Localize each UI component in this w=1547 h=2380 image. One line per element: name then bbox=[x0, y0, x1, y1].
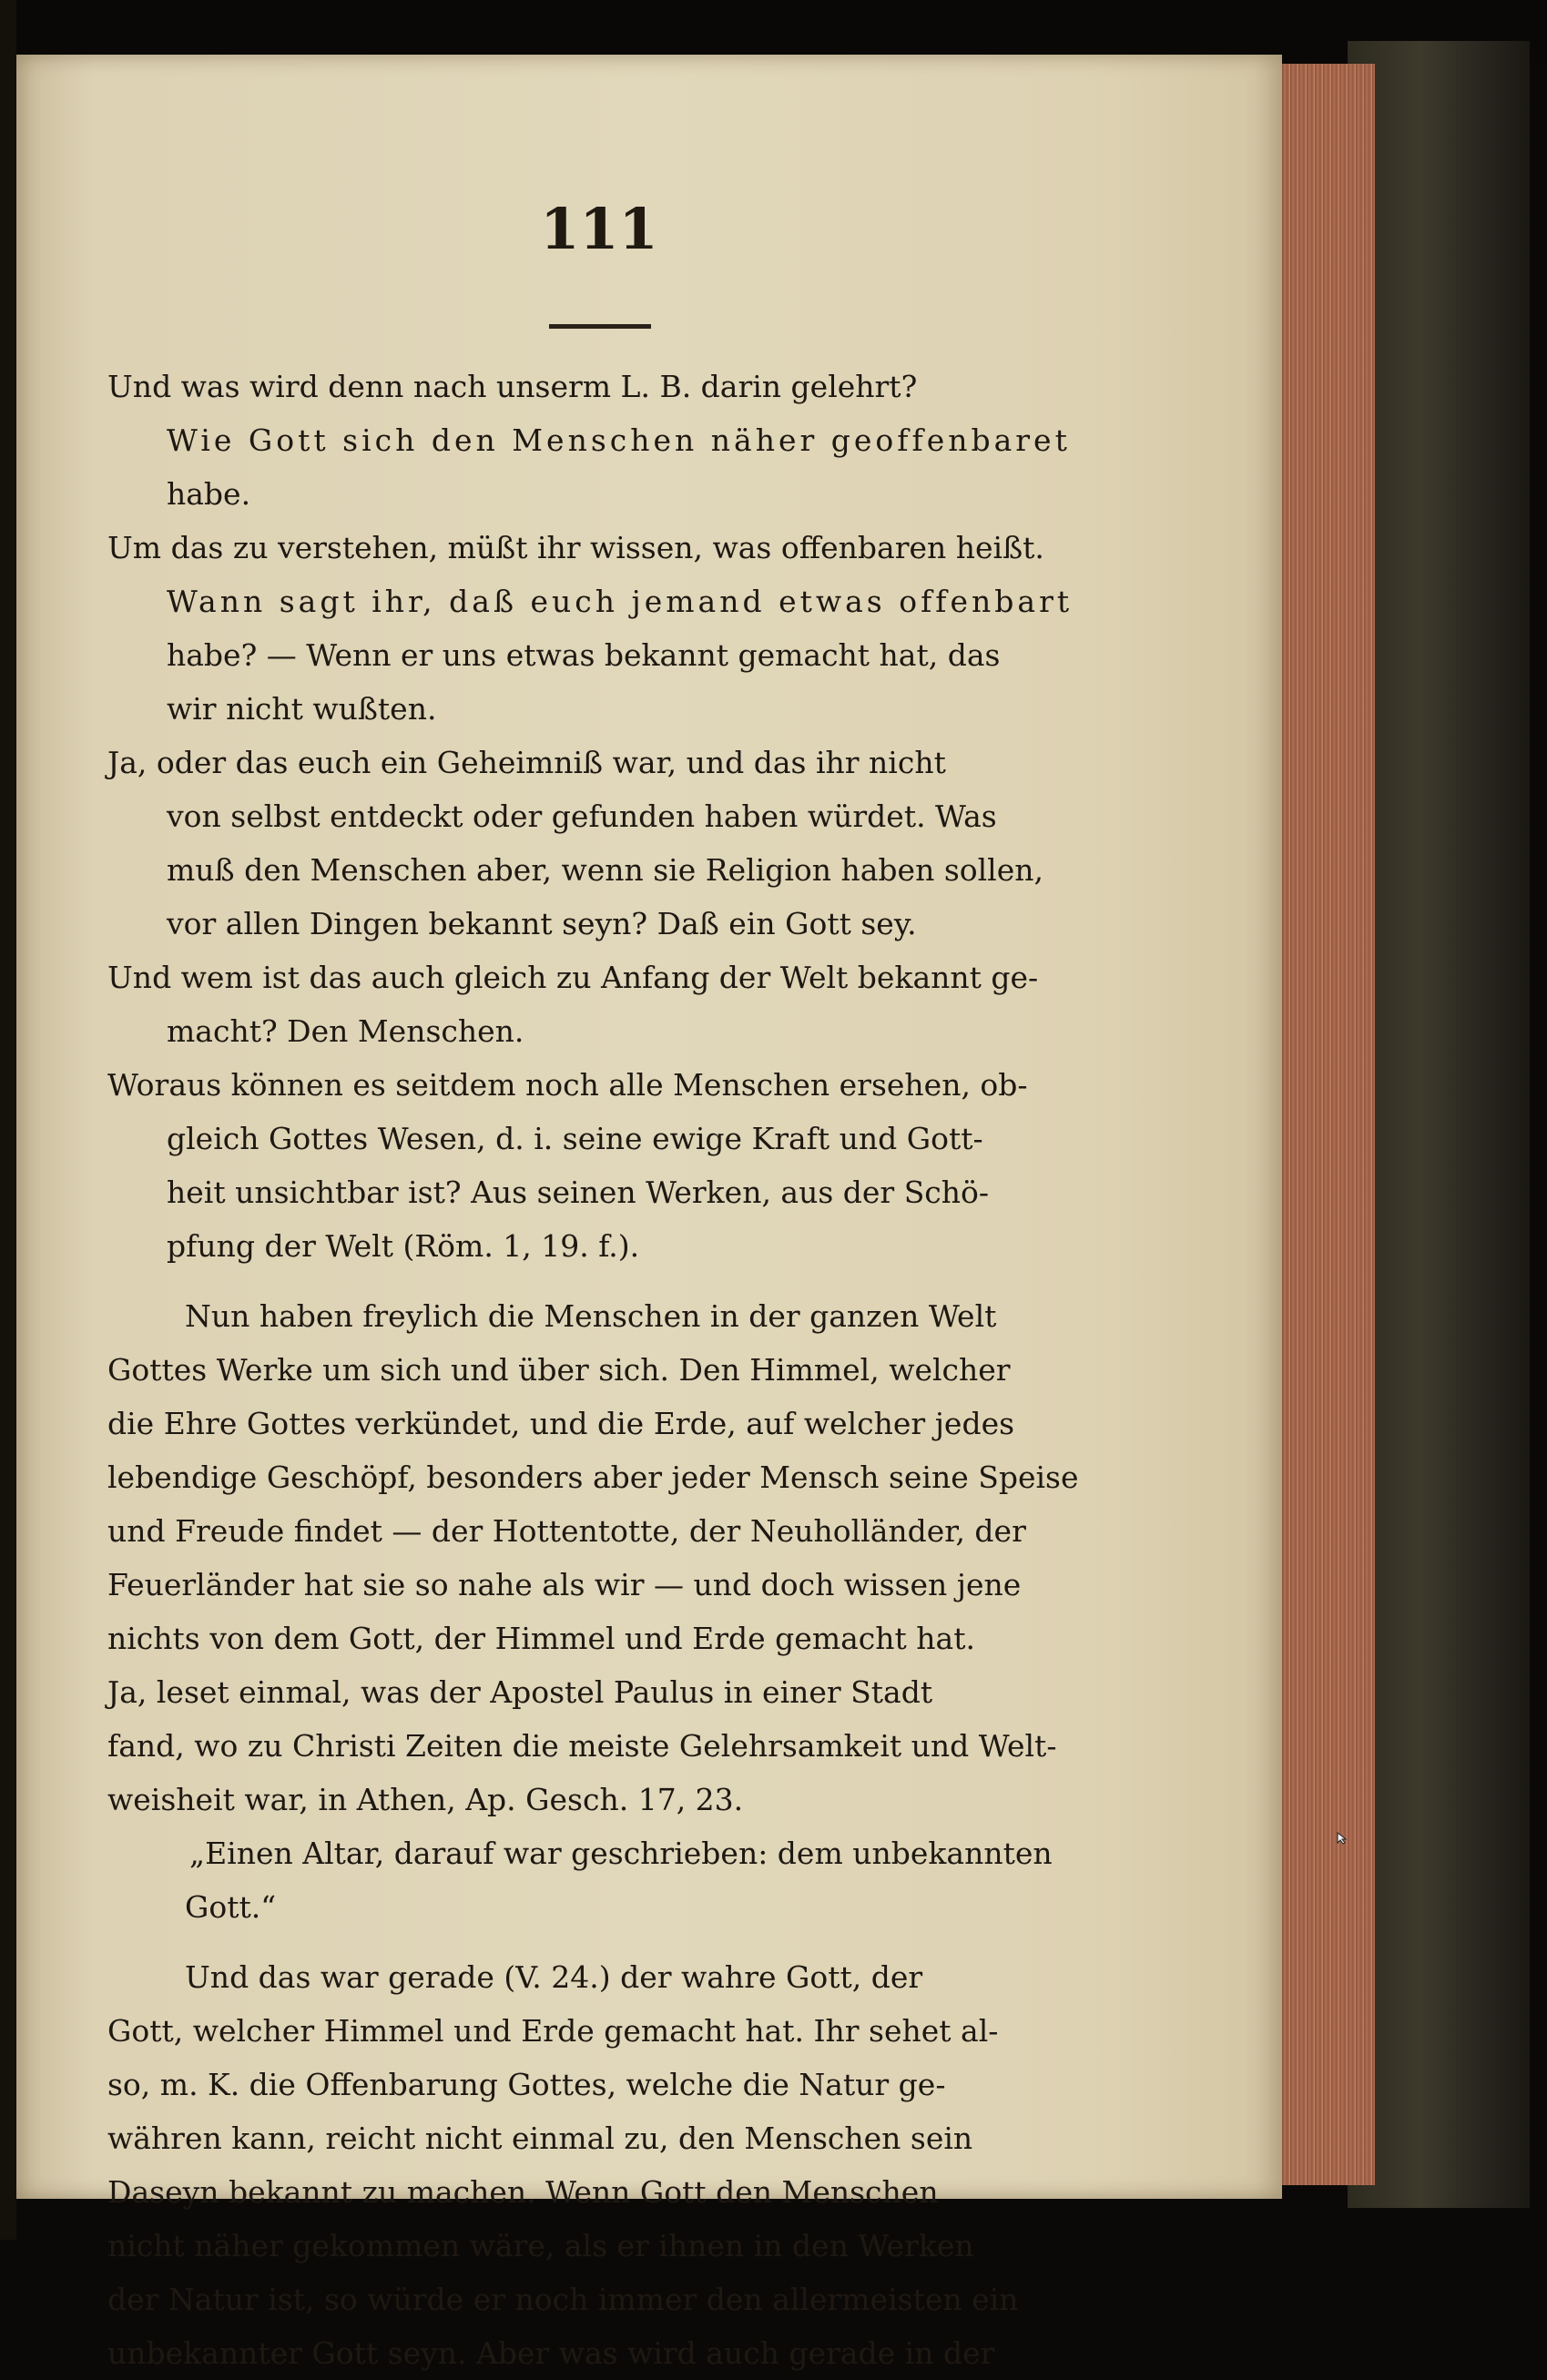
text-line: Und wem ist das auch gleich zu Anfang der Welt bekannt ge- bbox=[107, 960, 1039, 995]
text-line: der Natur ist, so würde er noch immer den allermeisten ein bbox=[107, 2282, 1019, 2317]
text-line: Gott, welcher Himmel und Erde gemacht hat. Ihr sehet al- bbox=[107, 2013, 999, 2049]
text-line: heit unsichtbar ist? Aus seinen Werken, aus der Schö- bbox=[167, 1175, 990, 1210]
text-line: und Freude findet — der Hottentotte, der Neuholländer, der bbox=[107, 1513, 1026, 1549]
text-line: Wie Gott sich den Menschen näher geoffenbaret bbox=[167, 422, 1071, 458]
text-line: währen kann, reicht nicht einmal zu, den Menschen sein bbox=[107, 2121, 973, 2156]
header-rule bbox=[549, 324, 651, 329]
text-line: Um das zu verstehen, müßt ihr wissen, was offenbaren heißt. bbox=[107, 530, 1044, 565]
page-text bbox=[107, 360, 1079, 2380]
left-shadow bbox=[0, 0, 16, 2240]
quote-line: „Einen Altar, darauf war geschrieben: dem unbekannten bbox=[189, 1836, 1053, 1871]
text-line: fand, wo zu Christi Zeiten die meiste Gelehrsamkeit und Welt- bbox=[107, 1728, 1057, 1764]
text-line: nicht näher gekommen wäre, als er ihnen in den Werken bbox=[107, 2228, 974, 2263]
text-line: so, m. K. die Offenbarung Gottes, welche die Natur ge- bbox=[107, 2067, 946, 2102]
text-line: weisheit war, in Athen, Ap. Gesch. 17, 23. bbox=[107, 1782, 744, 1817]
text-line: Daseyn bekannt zu machen. Wenn Gott den Menschen bbox=[107, 2174, 939, 2210]
text-line: Und was wird denn nach unserm L. B. darin gelehrt? bbox=[107, 369, 918, 404]
paragraph-gap bbox=[107, 1273, 1064, 1289]
text-line: Ja, oder das euch ein Geheimniß war, und das ihr nicht bbox=[107, 745, 946, 780]
text-line: Ja, leset einmal, was der Apostel Paulus in einer Stadt bbox=[107, 1674, 933, 1710]
book-cover-edge bbox=[1348, 41, 1530, 2208]
text-line: nichts von dem Gott, der Himmel und Erde gemacht hat. bbox=[107, 1621, 975, 1656]
text-line: Nun haben freylich die Menschen in der ganzen Welt bbox=[185, 1298, 997, 1334]
text-line: unbekannter Gott seyn. Aber was wird auch gerade in der bbox=[107, 2335, 995, 2371]
text-line: gleich Gottes Wesen, d. i. seine ewige Kraft und Gott- bbox=[167, 1121, 983, 1156]
page-edges bbox=[1266, 64, 1375, 2185]
text-line: lebendige Geschöpf, besonders aber jeder Mensch seine Speise bbox=[107, 1460, 1079, 1495]
text-line: habe? — Wenn er uns etwas bekannt gemacht hat, das bbox=[167, 637, 1001, 673]
text-line: von selbst entdeckt oder gefunden haben würdet. Was bbox=[167, 798, 997, 834]
text-line: Feuerländer hat sie so nahe als wir — und doch wissen jene bbox=[107, 1567, 1022, 1602]
text-line: muß den Menschen aber, wenn sie Religion haben sollen, bbox=[167, 852, 1044, 888]
text-line: pfung der Welt (Röm. 1, 19. f.). bbox=[167, 1228, 640, 1264]
text-line: habe. bbox=[167, 476, 251, 512]
text-line: vor allen Dingen bekannt seyn? Daß ein Gott sey. bbox=[167, 906, 917, 941]
book-page bbox=[16, 55, 1282, 2371]
cursor-arrow-icon bbox=[1337, 1832, 1349, 1845]
text-line: Und das war gerade (V. 24.) der wahre Gott, der bbox=[185, 1959, 923, 1995]
paragraph-gap bbox=[107, 1934, 1064, 1950]
text-line: wir nicht wußten. bbox=[167, 691, 437, 727]
text-line: Gottes Werke um sich und über sich. Den Himmel, welcher bbox=[107, 1352, 1011, 1388]
text-line: macht? Den Menschen. bbox=[167, 1013, 524, 1049]
text-line: Wann sagt ihr, daß euch jemand etwas offenbart bbox=[167, 584, 1074, 619]
page-number: 111 bbox=[540, 196, 658, 262]
quote-line: Gott.“ bbox=[185, 1889, 277, 1925]
text-line: die Ehre Gottes verkündet, und die Erde, auf welcher jedes bbox=[107, 1406, 1015, 1441]
text-line: Woraus können es seitdem noch alle Menschen ersehen, ob- bbox=[107, 1067, 1028, 1103]
